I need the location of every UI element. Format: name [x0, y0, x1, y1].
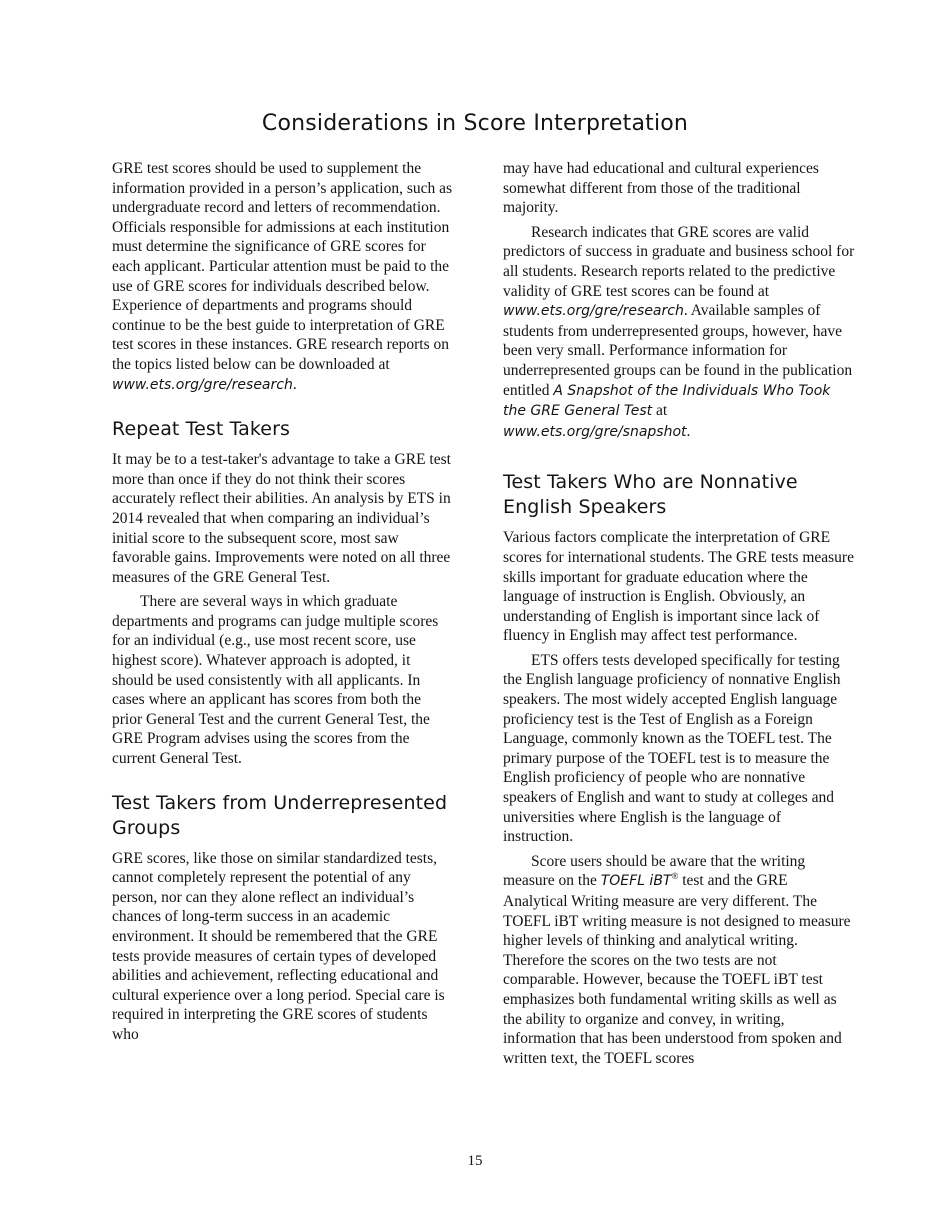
right-column — [503, 159, 855, 1073]
research-link-2[interactable]: www.ets.org/gre/research — [503, 303, 684, 320]
repeat-test-takers-heading: Repeat Test Takers — [112, 418, 291, 441]
nonnative-speakers-heading: Test Takers Who are Nonnative English Speakers — [503, 471, 798, 519]
snapshot-link[interactable]: www.ets.org/gre/snapshot — [503, 423, 687, 440]
repeat-paragraph-2: There are several ways in which graduate departments and programs can judge multiple scores for an individual (e.g., use most recent score, use highest score). Whatever approach is adopted, it should be used consistently with all applicants. In cases where an applicant has scores from both the prior General Test and the current General Test, the GRE Program advises using the scores from the current General Test. — [112, 593, 439, 768]
nonnative-paragraph-1: Various factors complicate the interpretation of GRE scores for international students. The GRE tests measure skills important for graduate education where the language of instruction is English. Obviously, an understanding of English is important since lack of fluency in English may affect test performance. — [503, 529, 854, 645]
research-link[interactable]: www.ets.org/gre/research — [112, 376, 293, 393]
underrepresented-groups-heading: Test Takers from Underrepresented Groups — [112, 791, 448, 839]
repeat-paragraph-1: It may be to a test-taker's advantage to take a GRE test more than once if they do not think their scores accurately reflect their abilities. An analysis by ETS in 2014 revealed that when comparing an individual’s initial score to the subsequent score, most saw favorable gains. Improvements were noted on all three measures of the GRE General Test. — [112, 451, 451, 586]
nonnative-text-a: Score users should be aware that the writing measure on the — [503, 852, 806, 890]
research-text-a: Research indicates that GRE scores are valid predictors of success in graduate and business school for all students. Research reports related to the predictive validity of GRE test scores can be found at — [503, 223, 855, 300]
toefl-ibt-name: TOEFL iBT — [600, 873, 672, 890]
research-text-b: . Available samples of students from underrepresented groups, however, have been very small. Performance information for underrepresented groups can be found in the publication entitled — [503, 302, 853, 399]
registered-mark: ® — [671, 871, 679, 882]
underrepresented-continuation: may have had educational and cultural experiences somewhat different from those of the traditional majority. — [503, 160, 819, 217]
intro-end: . — [292, 375, 297, 393]
underrepresented-paragraph-1: GRE scores, like those on similar standardized tests, cannot completely represent the potential of any person, nor can they alone reflect an individual’s chances of long-term success in an academic environment. It should be remembered that the GRE tests provide measures of certain types of developed abilities and achievement, reflecting educational and cultural experience over a long period. Special care is required in interpreting the GRE scores of students who — [112, 849, 445, 1043]
research-end: . — [686, 422, 691, 440]
nonnative-text-b: test and the GRE Analytical Writing measure are very different. The TOEFL iBT writing measure is not designed to measure higher levels of thinking and analytical writing. Therefore the scores on the two tests are not comparable. However, because the TOEFL iBT test emphasizes both fundamental writing skills as well as the ability to organize and convey, in writing, information that has been understood from spoken and written text, the TOEFL scores — [503, 872, 851, 1067]
intro-text: GRE test scores should be used to supplement the information provided in a person’s application, such as undergraduate record and letters of recommendation. Officials responsible for admissions at each institution must determine the significance of GRE scores for each applicant. Particular attention must be paid to the use of GRE scores for individuals described below. Experience of departments and programs should continue to be the best guide to interpretation of GRE test scores in these instances. GRE research reports on the topics listed below can be downloaded at — [112, 160, 453, 373]
page-number: 15 — [467, 1153, 483, 1169]
intro-paragraph — [112, 159, 454, 395]
nonnative-paragraph-3 — [503, 852, 855, 1069]
snapshot-publication-title: A Snapshot of the Individuals Who Took the GRE General Test — [503, 382, 831, 420]
research-at: at — [652, 402, 668, 420]
research-paragraph — [503, 223, 855, 443]
page-title: Considerations in Score Interpretation — [261, 111, 689, 136]
left-column — [112, 159, 454, 1050]
nonnative-paragraph-2: ETS offers tests developed specifically for testing the English language proficiency of nonnative English speakers. The most widely accepted English language proficiency test is the Test of English as a Foreign Language, commonly known as the TOEFL test. The primary purpose of the TOEFL test is to measure the English proficiency of people who are nonnative speakers of English and want to study at colleges and universities where English is the language of instruction. — [503, 651, 841, 846]
